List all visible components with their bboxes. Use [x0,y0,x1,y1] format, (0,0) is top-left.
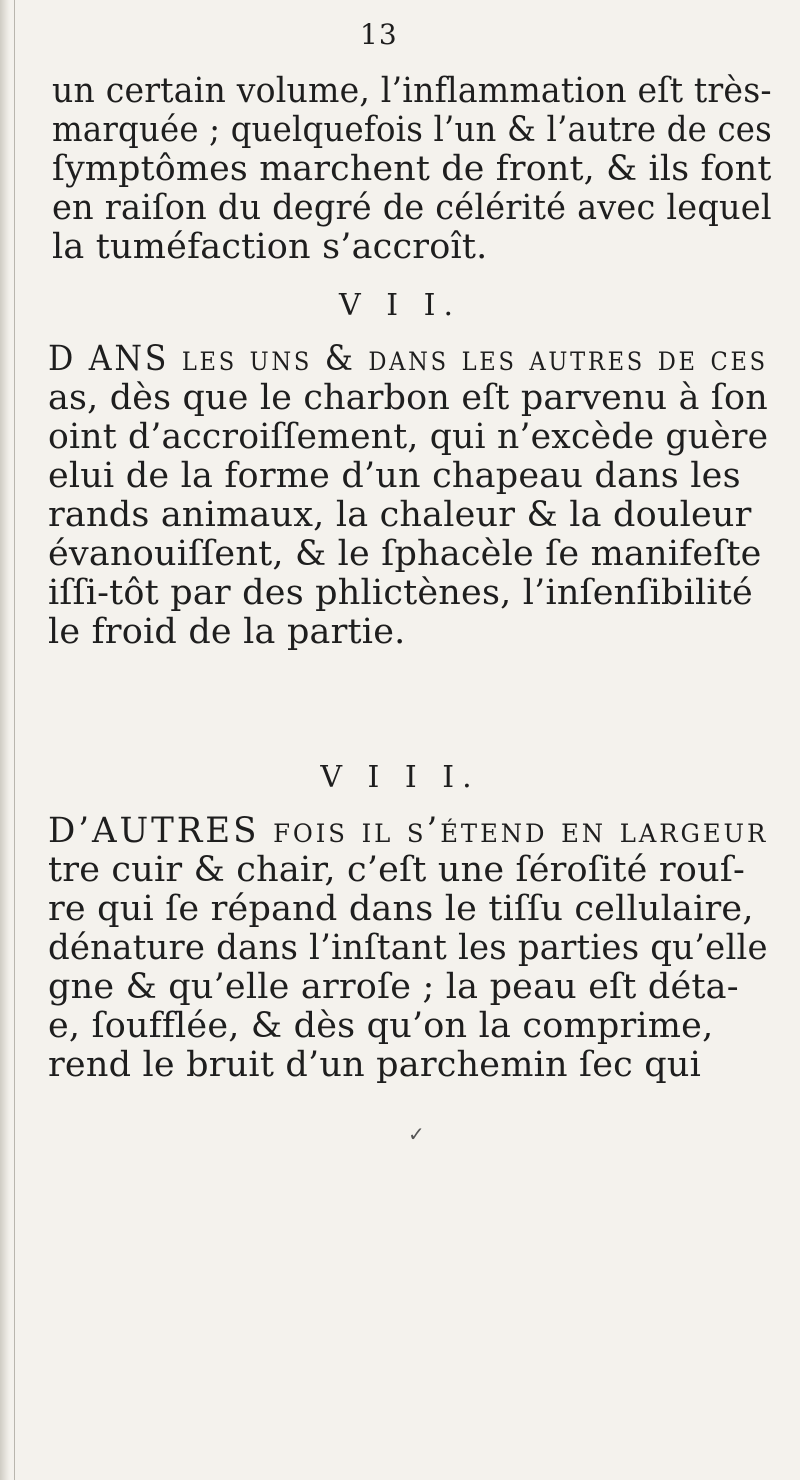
text-line: D’AUTRES fois il s’étend en largeur [48,812,768,851]
paragraph-continuation [52,72,772,267]
text-line: elui de la forme d’un chapeau dans les [48,456,741,496]
text-line: un certain volume, l’inflammation eſt très- [52,72,772,111]
bottom-mark: ✓ [408,1122,425,1146]
text-line: e, ſoufflée, & dès qu’on la comprime, [48,1006,714,1046]
section-7-body [48,340,768,652]
text-line: en raiſon du degré de célérité avec lequel [52,188,772,228]
text-line: oint d’accroiſſement, qui n’excède guère [48,417,768,457]
text-line: re qui ſe répand dans le tiſſu cellulaire, [48,889,754,929]
text-line: marquée ; quelquefois l’un & l’autre de ces [52,110,772,150]
binding-shadow [0,0,10,1480]
text-line: rands animaux, la chaleur & la douleur [48,495,752,535]
text-line: rend le bruit d’un parchemin ſec qui [48,1045,701,1085]
section-8-body [48,812,768,1085]
text-line: as, dès que le charbon eſt parvenu à ſon [48,378,768,418]
section-heading-7: V I I. [339,288,461,323]
text-line: évanouiſſent, & le ſphacèle ſe manifeſte [48,534,762,574]
page-number: 13 [360,18,398,51]
text-line: tre cuir & chair, c’eſt une ſéroſité rouſ- [48,850,746,890]
text-line: D ANS les uns & dans les autres de ces [48,340,768,379]
text-line: la tuméfaction s’accroît. [52,227,488,267]
text-line: iſſi-tôt par des phlictènes, l’inſenſibilité [48,573,753,613]
binding-line [14,0,15,1480]
text-line: le froid de la partie. [48,612,406,652]
text-line: ſymptômes marchent de front, & ils font [52,149,772,189]
text-line: dénature dans l’inſtant les parties qu’elle [48,928,768,968]
section-heading-8: V I I I. [320,760,480,795]
text-line: gne & qu’elle arroſe ; la peau eſt déta- [48,967,739,1007]
